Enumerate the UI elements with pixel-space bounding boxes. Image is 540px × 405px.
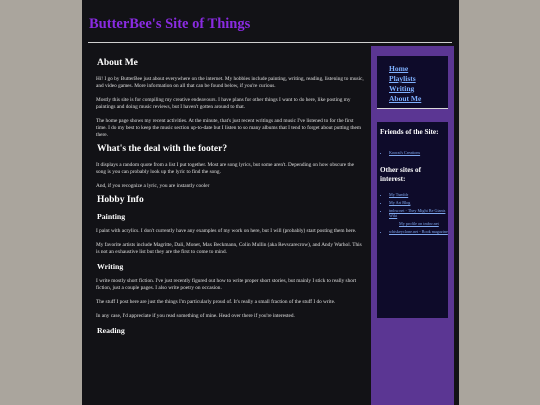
- list-item: [399, 221, 451, 226]
- nav-link-playlists[interactable]: Playlists: [389, 74, 416, 83]
- links-panel: [377, 122, 448, 318]
- footer-paragraph-2: And, if you recognize a lyric, you are instantly cooler: [96, 183, 210, 189]
- page-container: [82, 0, 459, 405]
- link-tmbw-wiki[interactable]: tmbw.net - They Might Be Giants Wiki: [389, 208, 446, 218]
- reading-heading: Reading: [97, 326, 125, 335]
- friends-list: [377, 150, 420, 158]
- list-item: [389, 200, 451, 205]
- writing-paragraph-3: In any case, I'd appreciate if you read something of mine. Head over there if you're interested.: [96, 313, 295, 319]
- about-paragraph-3: The home page shows my recent activities. At the minute, that's just recent writings and music I've listened to for the first time. I do my best to keep the music section up-to-date but I listen to so many albums that I tend to forget about putting them there.: [96, 118, 361, 138]
- nav-menu: [377, 56, 448, 109]
- nav-link-home[interactable]: Home: [389, 64, 409, 73]
- other-sites-heading: Other sites of interest:: [380, 166, 421, 183]
- list-item: [389, 192, 451, 197]
- footer-heading: What's the deal with the footer?: [97, 144, 228, 154]
- main-content: [96, 60, 364, 342]
- list-item: [389, 229, 451, 234]
- link-my-tumblr[interactable]: My Tumblr: [389, 192, 409, 197]
- title-divider: [88, 42, 452, 43]
- painting-paragraph-1: I paint with acrylics. I don't currently have any examples of my work on here, but I will (probably) start posting them here.: [96, 228, 357, 234]
- nav-link-writing[interactable]: Writing: [389, 84, 415, 93]
- about-paragraph-2: Mostly this site is for compiling my creative endeavours. I have plans for other things I want to do here, like posting my paintings and doing music reviews, but I haven't gotten around to that.: [96, 97, 351, 110]
- about-heading: About Me: [97, 58, 138, 68]
- about-paragraph-1: Hi! I go by ButterBee just about everywhere on the internet. My hobbies include painting, writing, reading, listening to music, and video games. More information on all that can be found below, if you're curious.: [96, 76, 364, 89]
- list-item: [389, 150, 420, 155]
- friends-heading: Friends of the Site:: [380, 128, 439, 136]
- footer-paragraph-1: It displays a random quote from a list I put together. Most are song lyrics, but some aren't. Depending on how obscure the song is you can probably look up the lyric to find the song.: [96, 162, 354, 175]
- writing-heading: Writing: [97, 262, 124, 271]
- painting-paragraph-2: My favorite artists include Magritte, Dali, Monet, Max Beckmann, Colin Mullin (aka Revscarecrow), and Andy Warhol. This is not an exhaustive list but they are the first to come to mind.: [96, 242, 362, 255]
- nav-link-about-me[interactable]: About Me: [389, 94, 422, 103]
- link-art-blog[interactable]: My Art Blog: [389, 200, 411, 205]
- hobby-heading: Hobby Info: [97, 195, 144, 205]
- other-sites-list: [377, 192, 451, 237]
- link-tmbw-profile[interactable]: My profile on tmbw.net: [399, 221, 439, 226]
- link-whiskeyclone[interactable]: whiskeyclone.net - Book magazine: [389, 229, 448, 234]
- writing-paragraph-2: The stuff I post here are just the things I'm particularly proud of. It's really a small fraction of the stuff I do write.: [96, 299, 336, 305]
- sidebar: [371, 46, 454, 405]
- list-item: [389, 208, 451, 218]
- writing-paragraph-1: I write mostly short fiction. I've just recently figured out how to write proper short stories, but mainly I stick to really short fiction, just a couple pages. I also write poetry on occasion.: [96, 278, 357, 291]
- site-title: ButterBee's Site of Things: [89, 16, 251, 32]
- friend-link-koorai[interactable]: Koorai's Creations: [389, 150, 421, 155]
- painting-heading: Painting: [97, 212, 126, 221]
